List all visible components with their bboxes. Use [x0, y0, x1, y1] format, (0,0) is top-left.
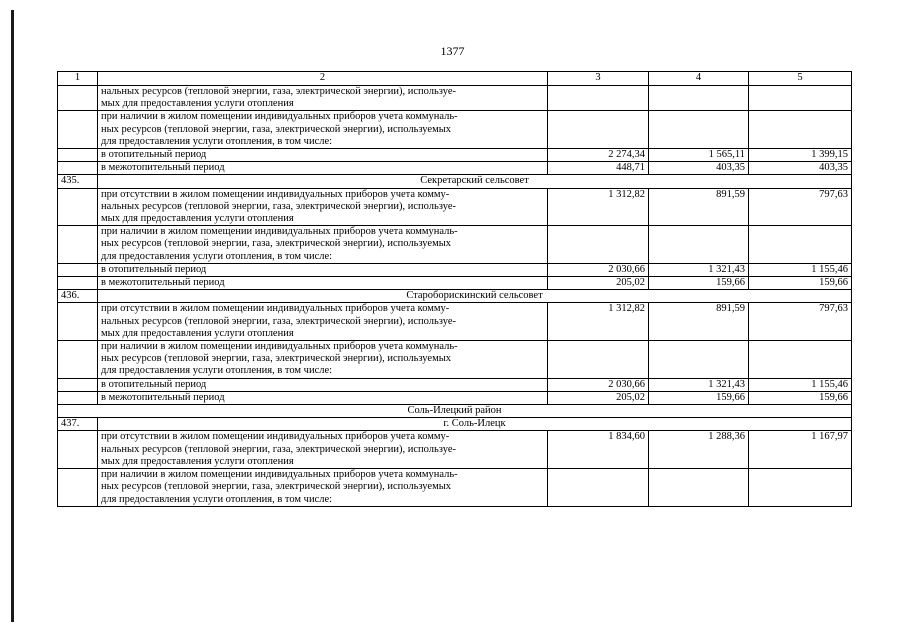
- value-col-4: [649, 86, 749, 111]
- row-description-line: мых для предоставления услуги отопления: [101, 98, 294, 110]
- table-row: [58, 277, 852, 290]
- row-index: [58, 431, 98, 469]
- value-col-4: [649, 341, 749, 379]
- row-description-line: ных ресурсов (тепловой энергии, газа, электрической энергии), используемых: [101, 238, 452, 250]
- section-title: Секретарский сельсовет: [98, 175, 852, 188]
- value-col-3: 205,02: [548, 277, 649, 290]
- value-col-3: 2 030,66: [548, 263, 649, 276]
- row-description-line: нальных ресурсов (тепловой энергии, газа, электрической энергии), используе-: [101, 443, 456, 455]
- column-header: 3: [548, 72, 649, 86]
- value-col-4: [649, 226, 749, 264]
- value-col-5: 797,63: [749, 303, 852, 341]
- table-row: [58, 226, 852, 264]
- value-col-4: 403,35: [649, 162, 749, 175]
- row-description: [98, 263, 548, 276]
- row-description: [98, 341, 548, 379]
- row-description-line: для предоставления услуги отопления, в том числе:: [101, 135, 333, 147]
- value-col-5: 403,35: [749, 162, 852, 175]
- table-row: [58, 469, 852, 507]
- value-col-3: [548, 469, 649, 507]
- value-col-3: 448,71: [548, 162, 649, 175]
- row-description-line: при отсутствии в жилом помещении индивидуальных приборов учета комму-: [101, 188, 450, 200]
- table-row: [58, 431, 852, 469]
- row-description-line: в отопительный период: [101, 378, 207, 390]
- row-index: [58, 391, 98, 404]
- region-row: [58, 405, 852, 418]
- row-description-line: при наличии в жилом помещении индивидуальных приборов учета коммуналь-: [101, 111, 458, 123]
- value-col-4: 1 288,36: [649, 431, 749, 469]
- value-col-5: 1 167,97: [749, 431, 852, 469]
- row-description-line: мых для предоставления услуги отопления: [101, 213, 294, 225]
- value-col-3: [548, 111, 649, 149]
- section-row: [58, 175, 852, 188]
- table-row: [58, 149, 852, 162]
- row-description-line: нальных ресурсов (тепловой энергии, газа, электрической энергии), используе-: [101, 86, 456, 97]
- table-row: [58, 162, 852, 175]
- row-description-line: при отсутствии в жилом помещении индивидуальных приборов учета комму-: [101, 431, 450, 443]
- row-description-line: для предоставления услуги отопления, в том числе:: [101, 493, 333, 505]
- row-index: [58, 149, 98, 162]
- row-description-line: при наличии в жилом помещении индивидуальных приборов учета коммуналь-: [101, 469, 458, 481]
- tariff-table: [57, 71, 852, 507]
- row-description-line: мых для предоставления услуги отопления: [101, 327, 294, 339]
- table-row: [58, 188, 852, 226]
- row-description-line: при наличии в жилом помещении индивидуальных приборов учета коммуналь-: [101, 226, 458, 238]
- value-col-5: 1 155,46: [749, 378, 852, 391]
- value-col-3: 1 312,82: [548, 303, 649, 341]
- value-col-3: [548, 226, 649, 264]
- section-row: [58, 290, 852, 303]
- row-description-line: нальных ресурсов (тепловой энергии, газа, электрической энергии), используе-: [101, 315, 456, 327]
- value-col-5: [749, 341, 852, 379]
- table-row: [58, 263, 852, 276]
- row-description: [98, 162, 548, 175]
- table-row: [58, 111, 852, 149]
- section-title: г. Соль-Илецк: [98, 418, 852, 431]
- section-index: 436.: [58, 290, 98, 303]
- table-row: [58, 391, 852, 404]
- section-row: [58, 418, 852, 431]
- row-index: [58, 86, 98, 111]
- value-col-3: 2 274,34: [548, 149, 649, 162]
- value-col-4: 1 321,43: [649, 263, 749, 276]
- value-col-3: 1 312,82: [548, 188, 649, 226]
- row-description-line: при отсутствии в жилом помещении индивидуальных приборов учета комму-: [101, 303, 450, 315]
- row-description: [98, 378, 548, 391]
- row-description: [98, 391, 548, 404]
- value-col-4: 159,66: [649, 277, 749, 290]
- value-col-4: 159,66: [649, 391, 749, 404]
- row-description: [98, 149, 548, 162]
- row-index: [58, 303, 98, 341]
- row-index: [58, 188, 98, 226]
- scan-edge-bar: [11, 10, 14, 622]
- table-row: [58, 378, 852, 391]
- row-description: [98, 303, 548, 341]
- row-description-line: ных ресурсов (тепловой энергии, газа, электрической энергии), используемых: [101, 123, 452, 135]
- value-col-5: 1 155,46: [749, 263, 852, 276]
- value-col-4: 1 565,11: [649, 149, 749, 162]
- value-col-4: 891,59: [649, 303, 749, 341]
- table-body: [58, 86, 852, 507]
- row-index: [58, 469, 98, 507]
- row-index: [58, 111, 98, 149]
- table-row: [58, 303, 852, 341]
- value-col-5: 797,63: [749, 188, 852, 226]
- page-number: 1377: [440, 44, 465, 58]
- column-header: 5: [749, 72, 852, 86]
- value-col-5: 1 399,15: [749, 149, 852, 162]
- row-description-line: в межотопительный период: [101, 277, 225, 289]
- value-col-4: 1 321,43: [649, 378, 749, 391]
- row-description: [98, 86, 548, 111]
- row-description-line: в отопительный период: [101, 149, 207, 161]
- table-row: [58, 86, 852, 111]
- value-col-3: 205,02: [548, 391, 649, 404]
- section-index: 437.: [58, 418, 98, 431]
- column-header: 1: [58, 72, 98, 86]
- value-col-3: 2 030,66: [548, 378, 649, 391]
- row-description: [98, 226, 548, 264]
- column-header: 2: [98, 72, 548, 86]
- row-index: [58, 263, 98, 276]
- value-col-4: [649, 111, 749, 149]
- row-description: [98, 469, 548, 507]
- row-description-line: ных ресурсов (тепловой энергии, газа, электрической энергии), используемых: [101, 481, 452, 493]
- column-header-row: [58, 72, 852, 86]
- region-title: Соль-Илецкий район: [58, 405, 852, 418]
- row-index: [58, 277, 98, 290]
- row-description: [98, 111, 548, 149]
- row-index: [58, 378, 98, 391]
- row-index: [58, 226, 98, 264]
- row-description-line: в отопительный период: [101, 263, 207, 275]
- column-header: 4: [649, 72, 749, 86]
- section-title: Староборискинский сельсовет: [98, 290, 852, 303]
- row-description-line: для предоставления услуги отопления, в том числе:: [101, 365, 333, 377]
- row-index: [58, 341, 98, 379]
- table-row: [58, 341, 852, 379]
- row-description: [98, 188, 548, 226]
- value-col-5: [749, 226, 852, 264]
- value-col-4: [649, 469, 749, 507]
- value-col-5: [749, 111, 852, 149]
- value-col-3: 1 834,60: [548, 431, 649, 469]
- value-col-3: [548, 86, 649, 111]
- row-description: [98, 431, 548, 469]
- row-description-line: ных ресурсов (тепловой энергии, газа, электрической энергии), используемых: [101, 353, 452, 365]
- row-description-line: мых для предоставления услуги отопления: [101, 455, 294, 467]
- value-col-5: 159,66: [749, 391, 852, 404]
- value-col-3: [548, 341, 649, 379]
- row-description-line: в межотопительный период: [101, 162, 225, 174]
- row-description-line: нальных ресурсов (тепловой энергии, газа, электрической энергии), используе-: [101, 200, 456, 212]
- row-description-line: для предоставления услуги отопления, в том числе:: [101, 250, 333, 262]
- row-description-line: при наличии в жилом помещении индивидуальных приборов учета коммуналь-: [101, 341, 458, 353]
- value-col-5: [749, 86, 852, 111]
- row-description-line: в межотопительный период: [101, 391, 225, 403]
- value-col-5: 159,66: [749, 277, 852, 290]
- value-col-5: [749, 469, 852, 507]
- row-index: [58, 162, 98, 175]
- row-description: [98, 277, 548, 290]
- value-col-4: 891,59: [649, 188, 749, 226]
- section-index: 435.: [58, 175, 98, 188]
